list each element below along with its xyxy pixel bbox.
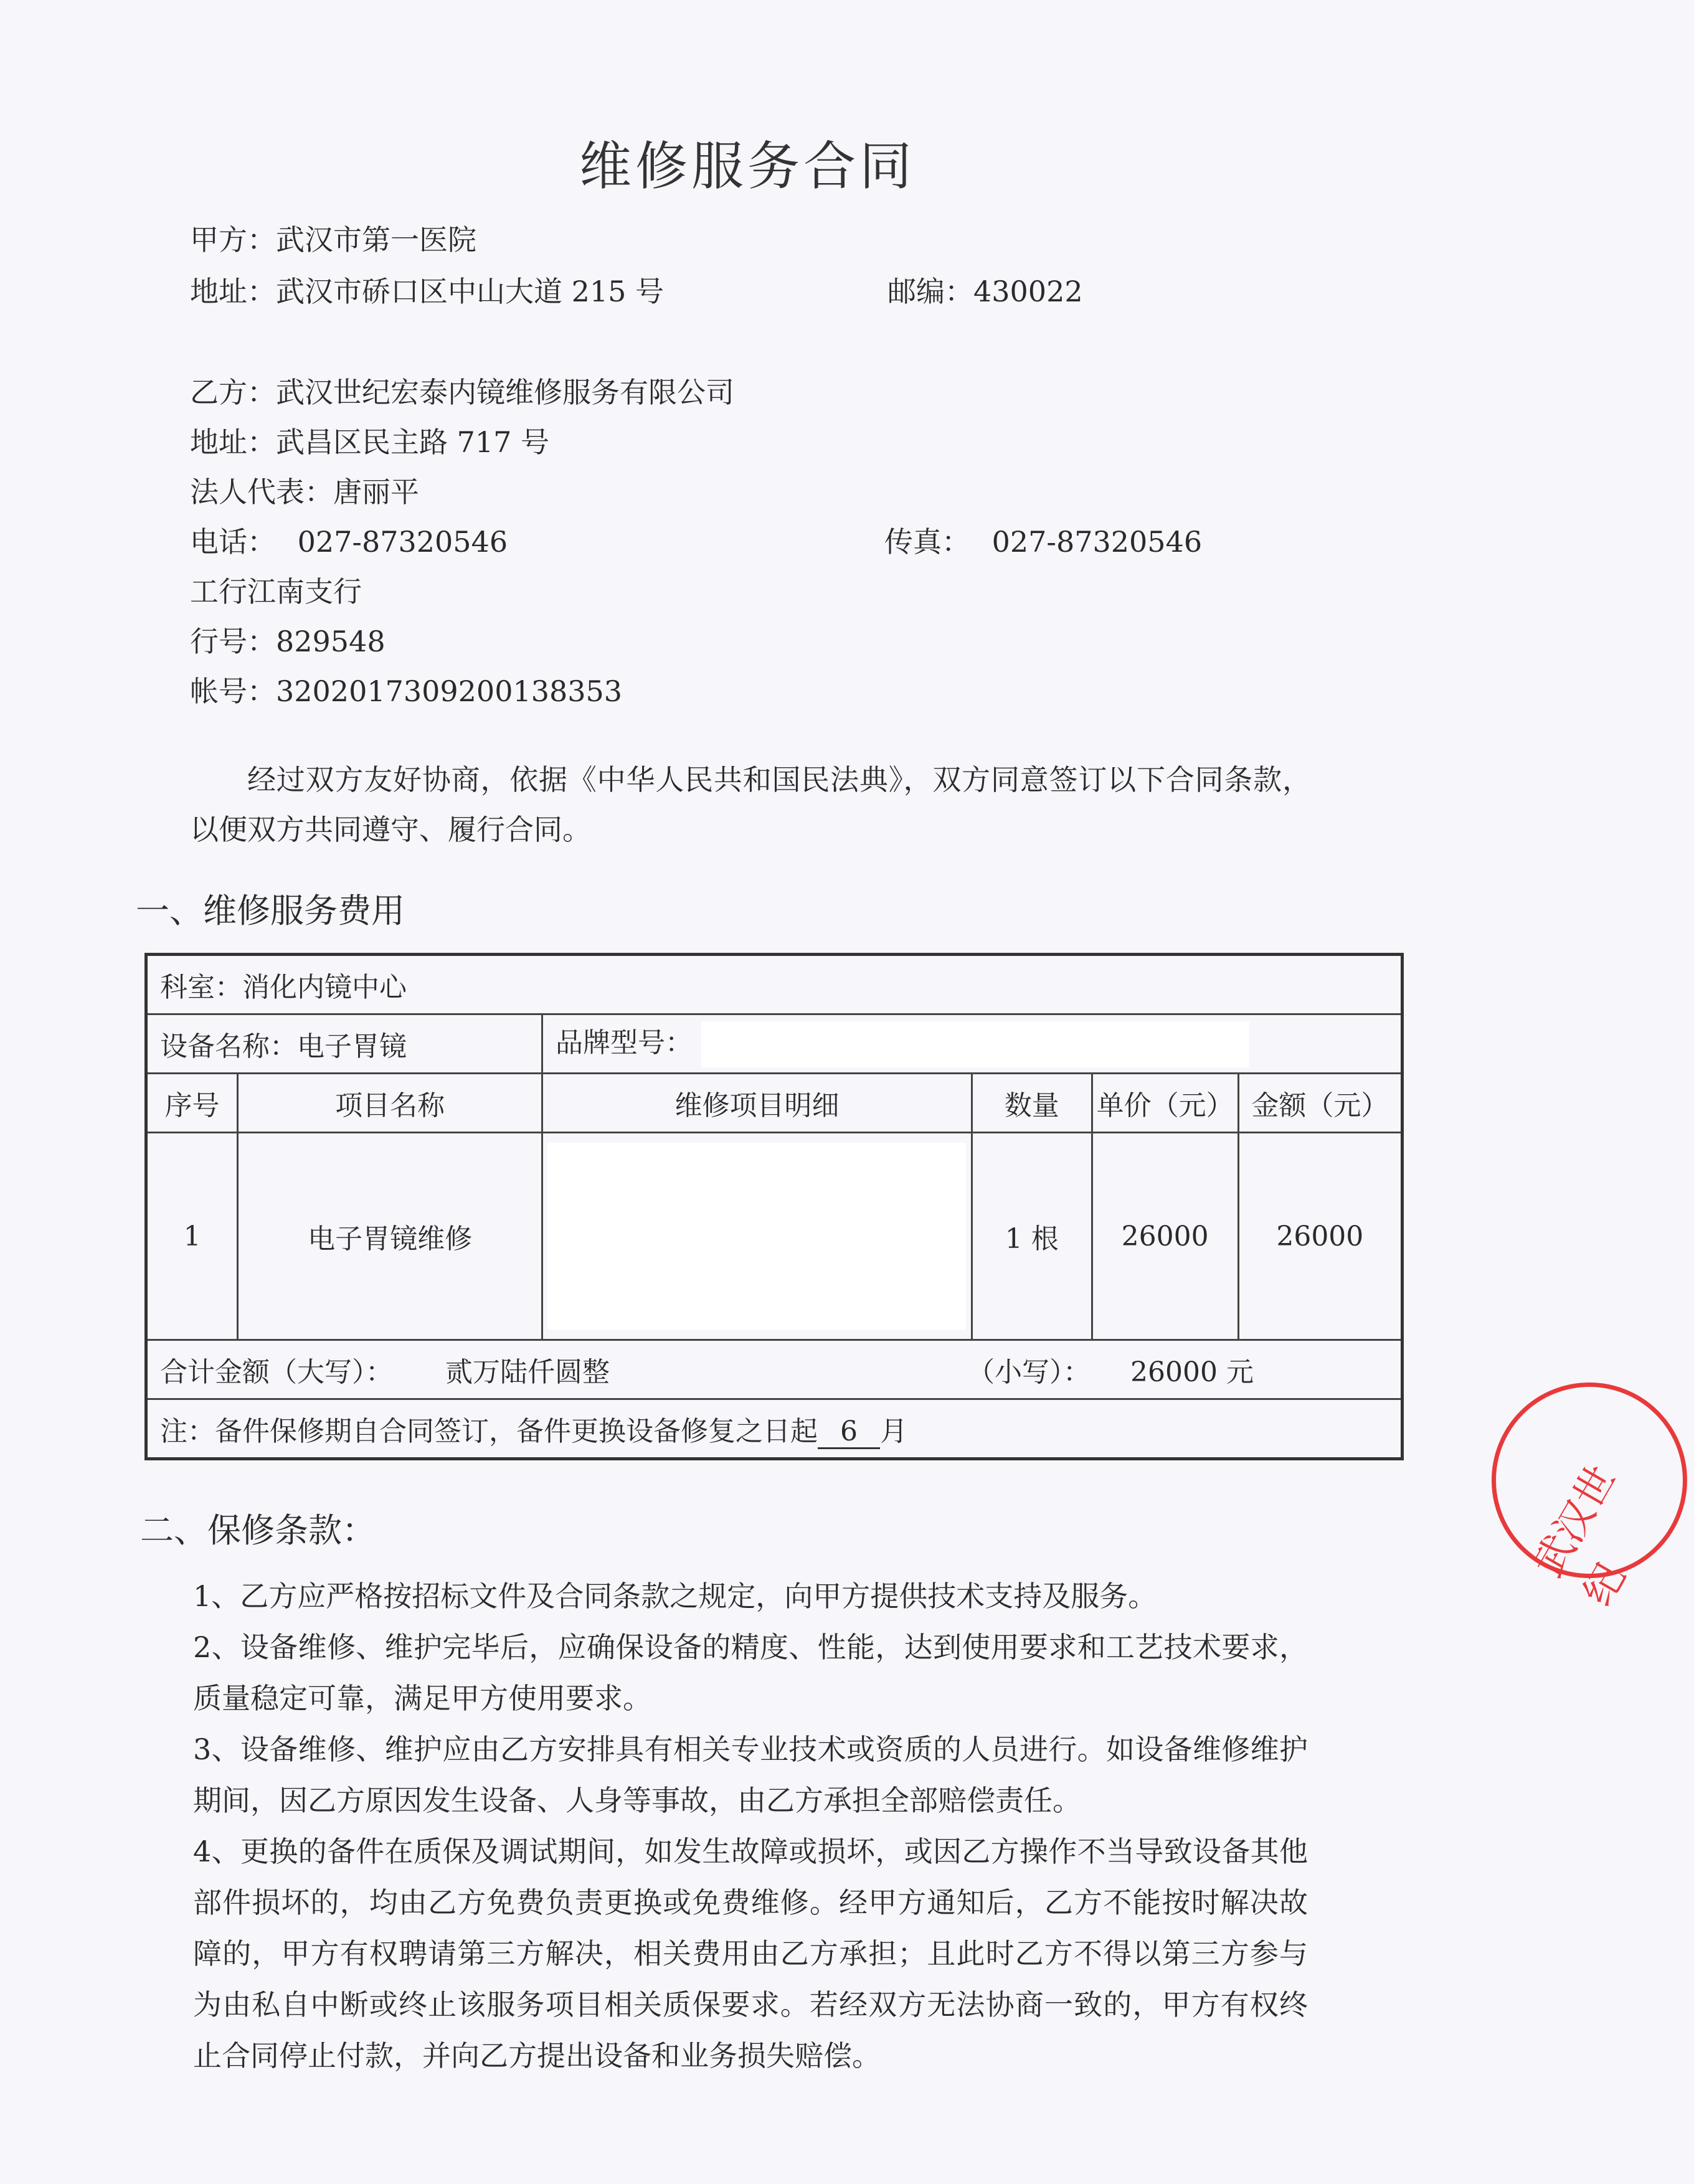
table-row: [146, 1133, 1403, 1340]
header-qty: 数量: [972, 1074, 1092, 1133]
total-label: 合计金额（大写）：: [160, 1356, 393, 1388]
header-detail: 维修项目明细: [542, 1074, 972, 1133]
header-unit-price: 单价（元）: [1092, 1074, 1238, 1133]
party-b-name: 乙方：武汉世纪宏泰内镜维修服务有限公司: [190, 376, 734, 409]
party-a-postcode: 邮编：430022: [887, 275, 1083, 308]
header-item-name: 项目名称: [238, 1074, 542, 1133]
party-b-representative: 法人代表：唐丽平: [190, 475, 419, 509]
redacted-detail: [547, 1143, 966, 1330]
department-cell: 科室：消化内镜中心: [146, 955, 1403, 1014]
note-cell: [146, 1399, 1403, 1459]
redacted-brand-model: [701, 1021, 1249, 1067]
party-b-fax: [884, 523, 1202, 560]
clause-4: 4、更换的备件在质保及调试期间，如发生故障或损坏，或因乙方操作不当导致设备其他部件损坏的，均由乙方免费负责更换或免费维修。经甲方通知后，乙方不能按时解决故障的，甲方有权聘请第三方解决，相关费用由乙方承担；且此时乙方不得以第三方参与为由私自中断或终止该服务项目相关质保要求。若经双方无法协商一致的，甲方有权终止合同停止付款，并向乙方提出设备和业务损失赔偿。: [193, 1835, 1308, 2073]
note-prefix: 注：备件保修期自合同签订，备件更换设备修复之日起: [160, 1415, 818, 1447]
header-amount: 金额（元）: [1238, 1074, 1402, 1133]
clause-3: 3、设备维修、维护应由乙方安排具有相关专业技术或资质的人员进行。如设备维修维护期间，因乙方原因发生设备、人身等事故，由乙方承担全部赔偿责任。: [193, 1733, 1308, 1817]
party-b-address: 地址：武昌区民主路 717 号: [190, 425, 550, 459]
note-months: 6: [818, 1416, 880, 1449]
brand-model-cell: [542, 1014, 1403, 1074]
row-qty: 1 根: [972, 1133, 1092, 1340]
intro-paragraph: 经过双方友好协商，依据《中华人民共和国民法典》，双方同意签订以下合同条款，以便双方共同遵守、履行合同。: [190, 763, 1311, 846]
party-a-name: 甲方：武汉市第一医院: [190, 223, 476, 257]
party-a-address: 地址：武汉市硚口区中山大道 215 号: [190, 275, 665, 308]
fee-table: [144, 953, 1404, 1460]
total-small-label: （小写）：: [967, 1356, 1091, 1388]
row-item-name: 电子胃镜维修: [238, 1133, 542, 1340]
total-cell: [146, 1340, 1403, 1399]
header-no: 序号: [146, 1074, 238, 1133]
clause-2: 2、设备维修、维护完毕后，应确保设备的精度、性能，达到使用要求和工艺技术要求，质量稳定可靠，满足甲方使用要求。: [193, 1630, 1308, 1715]
total-words: 贰万陆仟圆整: [445, 1356, 610, 1388]
fax-number: 027-87320546: [991, 525, 1203, 559]
party-b-account: 帐号：3202017309200138353: [190, 674, 623, 708]
row-unit-price: 26000: [1092, 1133, 1238, 1340]
document-title: 维修服务合同: [579, 136, 916, 197]
row-detail: [542, 1133, 972, 1340]
note-suffix: 月: [880, 1415, 907, 1447]
total-small: 26000 元: [1130, 1356, 1254, 1388]
fax-label: 传真：: [884, 525, 970, 559]
equipment-name-cell: 设备名称：电子胃镜: [146, 1014, 542, 1074]
row-amount: 26000: [1238, 1133, 1402, 1340]
seal-text: 武汉世纪: [1525, 1458, 1635, 1614]
company-seal: [1492, 1383, 1687, 1614]
clause-1: 1、乙方应严格按招标文件及合同条款之规定，向甲方提供技术支持及服务。: [193, 1579, 1157, 1613]
party-b-bank-number: 行号：829548: [190, 625, 386, 658]
phone-label: 电话：: [190, 525, 276, 559]
section-2-heading: 二、保修条款：: [140, 1511, 376, 1550]
party-b-phone: [190, 523, 508, 560]
brand-model-label: 品牌型号：: [556, 1026, 693, 1059]
party-b-bank: 工行江南支行: [190, 575, 362, 608]
section-1-heading: 一、维修服务费用: [136, 891, 405, 930]
row-no: 1: [146, 1133, 238, 1340]
phone-number: 027-87320546: [297, 525, 508, 559]
